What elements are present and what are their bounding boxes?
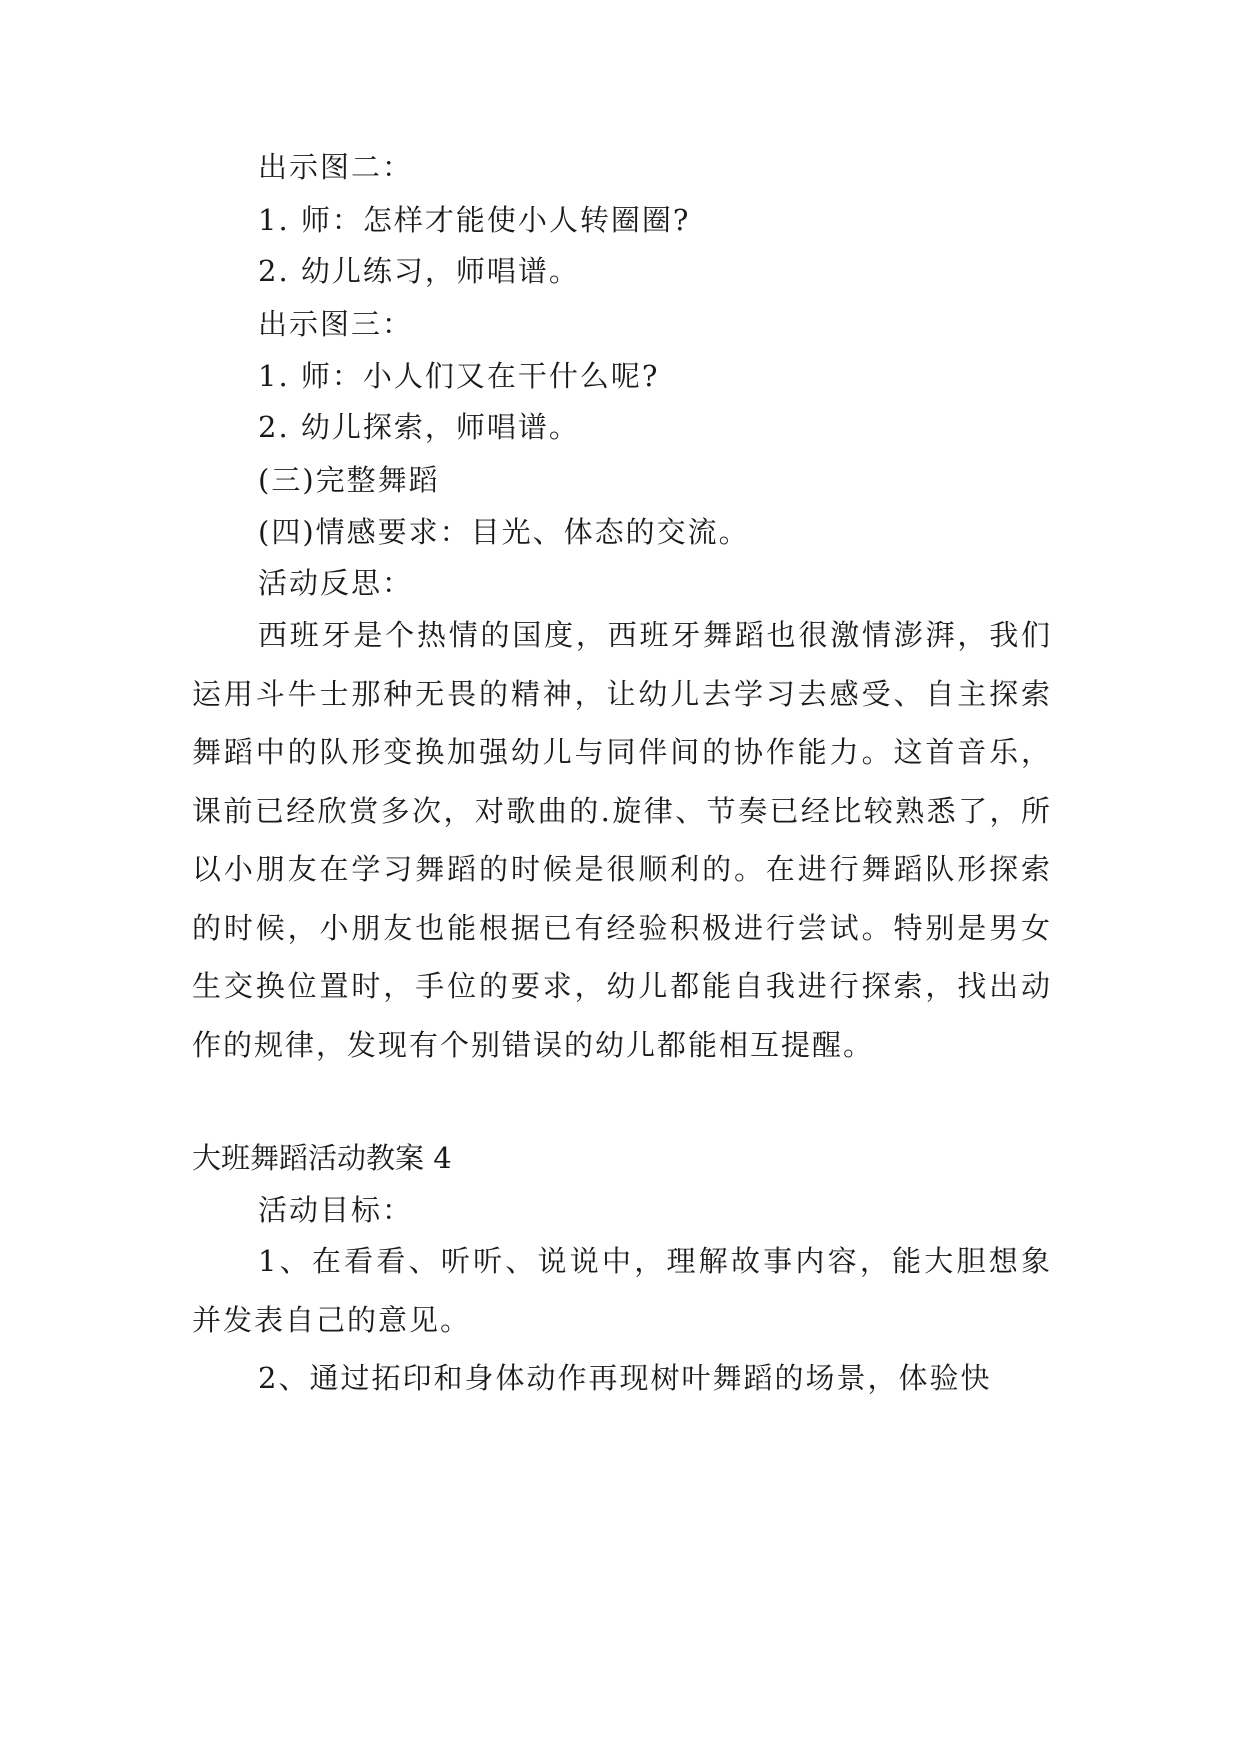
heading-show-figure-3: 出示图三：	[258, 307, 414, 341]
list-item: 2. 幼儿探索，师唱谱。	[258, 410, 580, 444]
goal-item-2: 2、通过拓印和身体动作再现树叶舞蹈的场景，体验快	[258, 1361, 992, 1395]
heading-show-figure-2: 出示图二：	[258, 150, 414, 184]
section-step-3: (三)完整舞蹈	[258, 463, 440, 497]
reflection-heading: 活动反思：	[258, 566, 414, 600]
goals-heading: 活动目标：	[258, 1193, 414, 1227]
list-item: 1. 师：怎样才能使小人转圈圈?	[258, 203, 691, 237]
list-item: 2. 幼儿练习，师唱谱。	[258, 254, 580, 288]
reflection-paragraph: 西班牙是个热情的国度，西班牙舞蹈也很激情澎湃，我们运用斗牛士那种无畏的精神，让幼儿去学习去感受、自主探索舞蹈中的队形变换加强幼儿与同伴间的协作能力。这首音乐，课前已经欣赏多次，对歌曲的.旋律、节奏已经比较熟悉了，所以小朋友在学习舞蹈的时候是很顺利的。在进行舞蹈队形探索的时候，小朋友也能根据已有经验积极进行尝试。特别是男女生交换位置时，手位的要求，幼儿都能自我进行探索，找出动作的规律，发现有个别错误的幼儿都能相互提醒。	[192, 618, 1052, 1062]
section-step-4: (四)情感要求：目光、体态的交流。	[258, 515, 750, 549]
goal-item-1: 1、在看看、听听、说说中，理解故事内容，能大胆想象并发表自己的意见。	[192, 1244, 1052, 1337]
list-item: 1. 师：小人们又在干什么呢?	[258, 359, 660, 393]
section-title: 大班舞蹈活动教案 4	[192, 1141, 452, 1175]
